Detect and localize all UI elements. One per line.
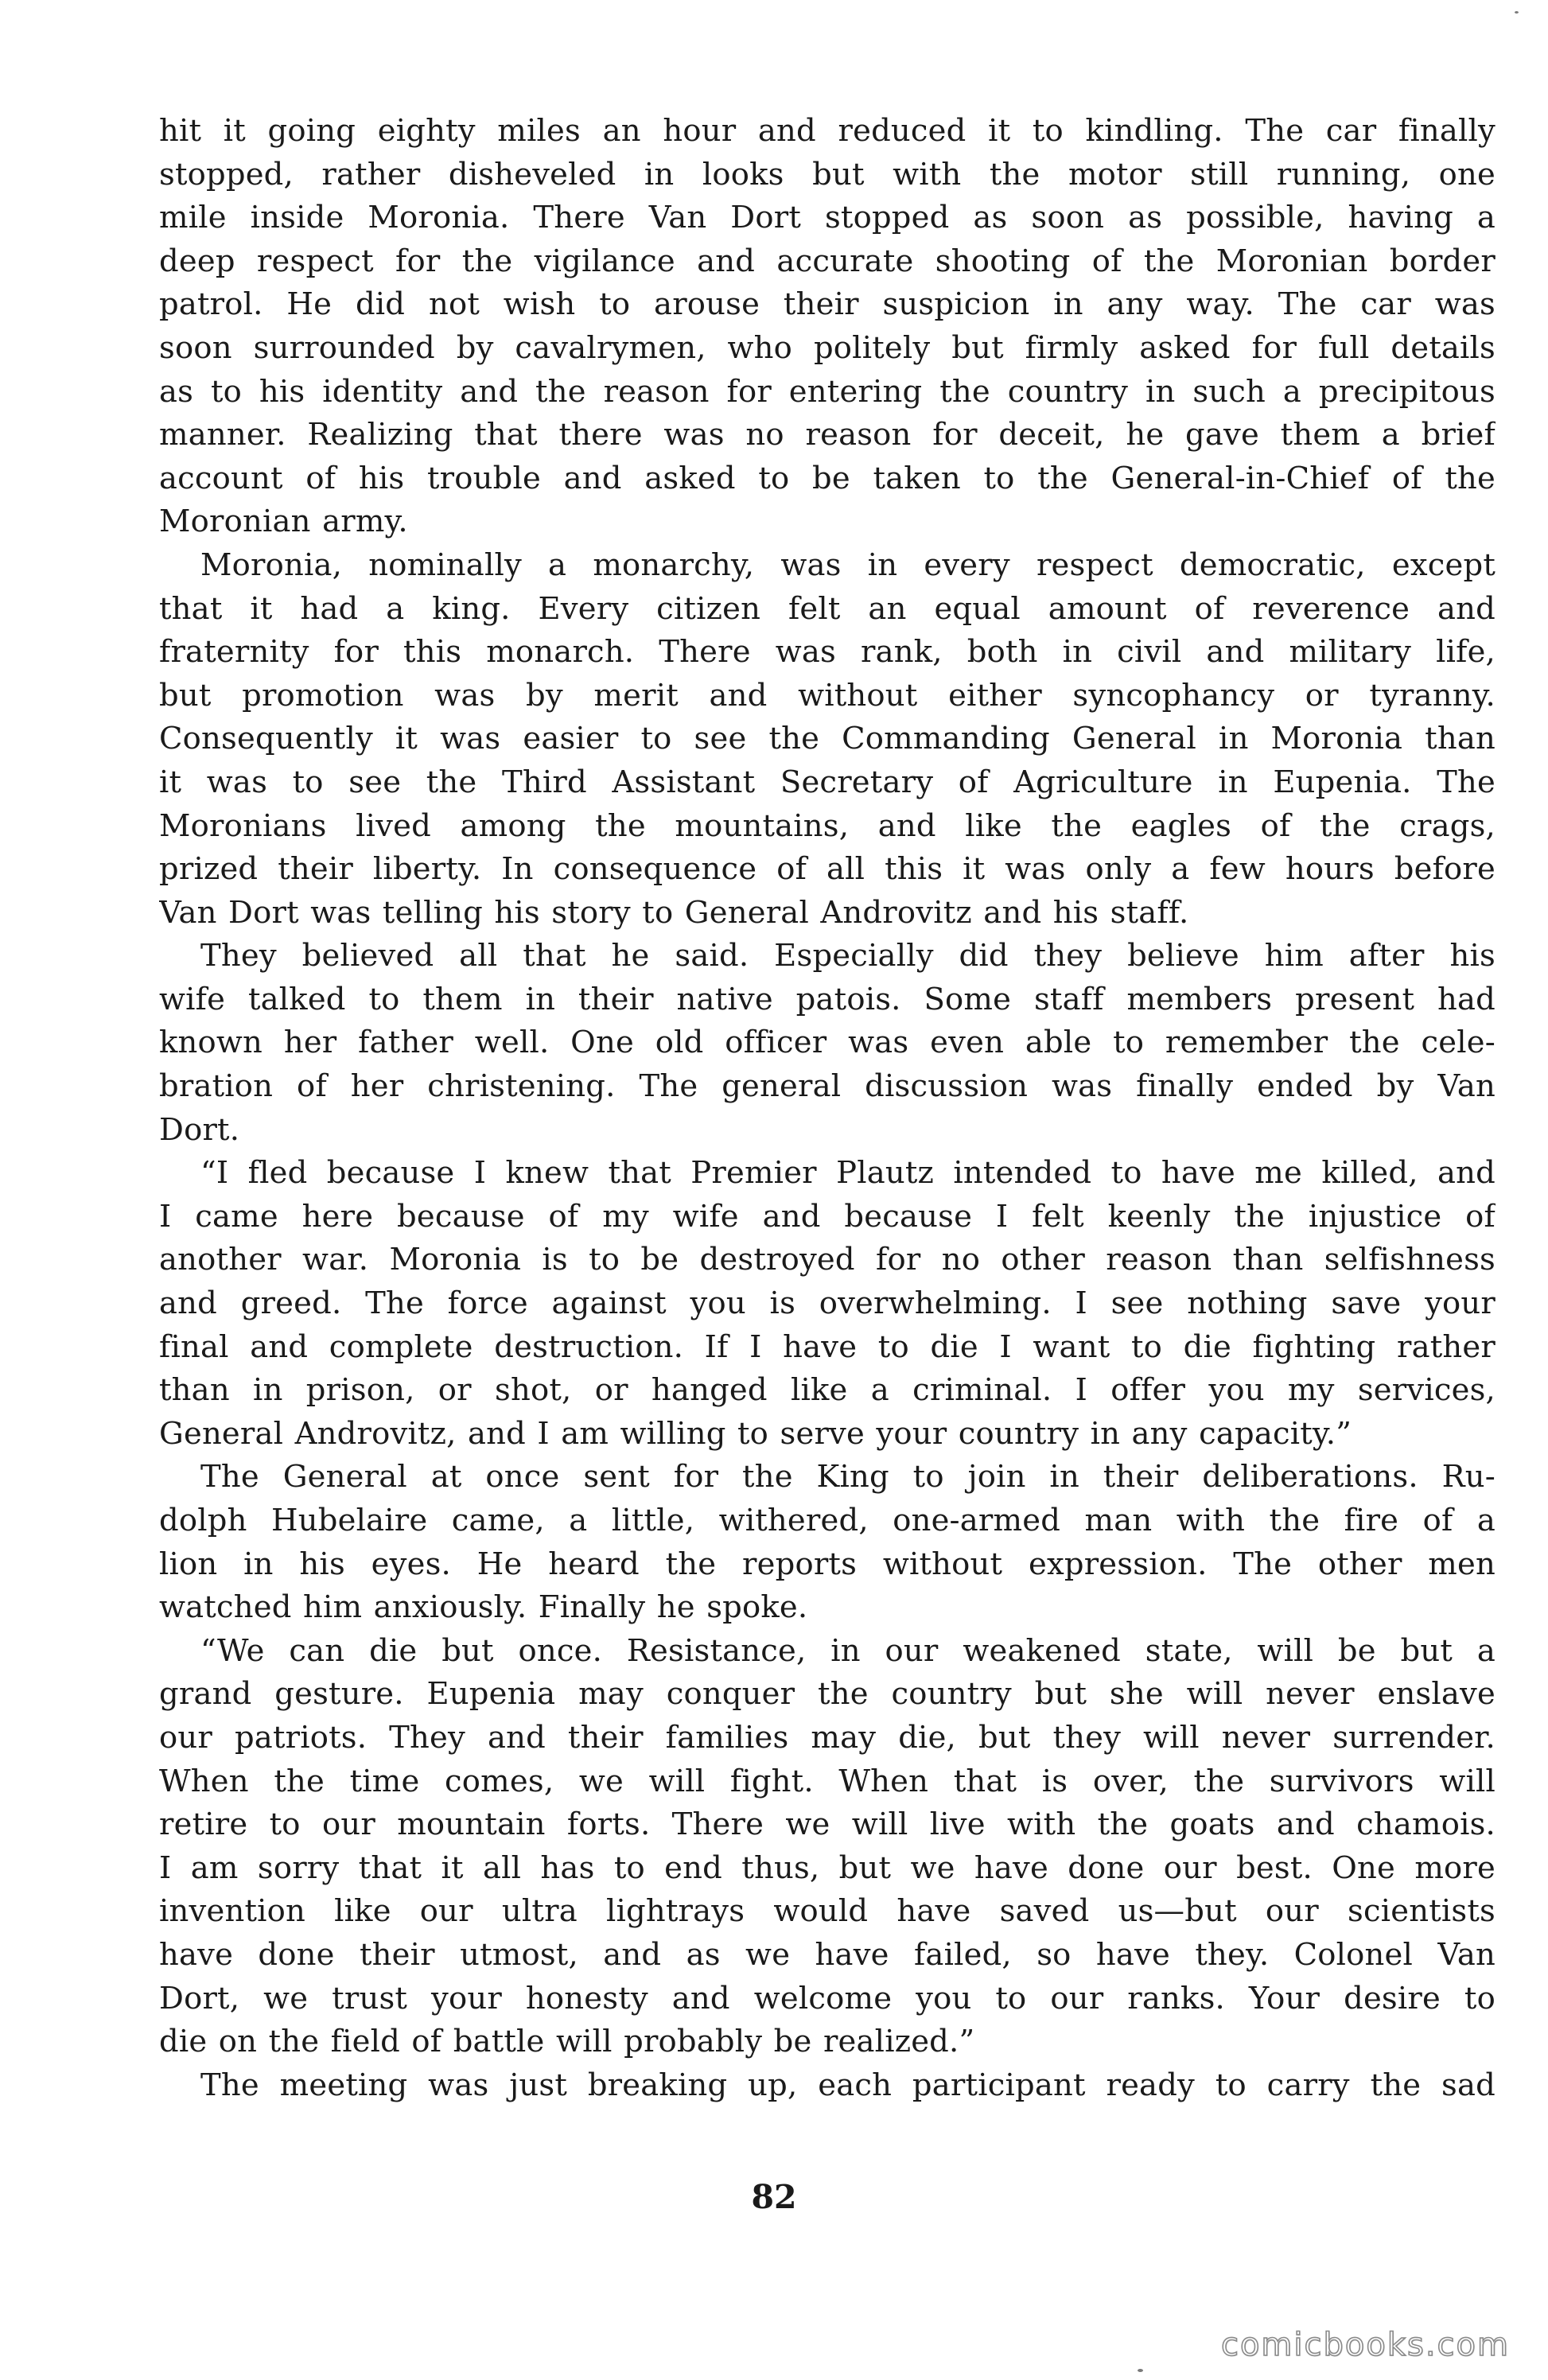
text-line: hit it going eighty miles an hour and reduced it to kindling. The car finally bbox=[159, 113, 1495, 149]
text-line: stopped, rather disheveled in looks but with the motor still running, one bbox=[159, 156, 1495, 192]
body-text bbox=[159, 110, 1495, 2107]
page-number: 82 bbox=[751, 2178, 797, 2216]
text-line: dolph Hubelaire came, a little, withered, one-armed man with the fire of a bbox=[159, 1503, 1495, 1538]
text-line: watched him anxiously. Finally he spoke. bbox=[159, 1589, 808, 1626]
text-line: our patriots. They and their families may die, but they will never surrender. bbox=[159, 1719, 1495, 1756]
text-line: bration of her christening. The general discussion was finally ended by Van bbox=[159, 1068, 1495, 1105]
text-line: Dort. bbox=[159, 1111, 240, 1148]
print-speck bbox=[1138, 2369, 1143, 2372]
text-line: known her father well. One old officer was even able to remember the cele- bbox=[159, 1025, 1495, 1061]
print-speck bbox=[1515, 11, 1519, 14]
text-line: General Androvitz, and I am willing to serve your country in any capacity.” bbox=[159, 1415, 1352, 1452]
text-line: wife talked to them in their native patois. Some staff members present had bbox=[159, 981, 1495, 1017]
text-line: I came here because of my wife and because I felt keenly the injustice of bbox=[159, 1198, 1495, 1235]
text-line: soon surrounded by cavalrymen, who politely but firmly asked for full details bbox=[159, 329, 1495, 366]
text-line: mile inside Moronia. There Van Dort stopped as soon as possible, having a bbox=[159, 200, 1495, 236]
text-line: Consequently it was easier to see the Commanding General in Moronia than bbox=[159, 721, 1495, 757]
text-line: and greed. The force against you is overwhelming. I see nothing save your bbox=[159, 1285, 1495, 1322]
paragraph-start-line: “I fled because I knew that Premier Plautz intended to have me killed, and bbox=[200, 1155, 1495, 1192]
text-line: Van Dort was telling his story to General Androvitz and his staff. bbox=[159, 894, 1189, 931]
text-line: that it had a king. Every citizen felt an equal amount of reverence and bbox=[159, 590, 1495, 627]
watermark-logo: comicbooks.com bbox=[1220, 2327, 1510, 2363]
text-line: patrol. He did not wish to arouse their suspicion in any way. The car was bbox=[159, 286, 1495, 323]
text-line: fraternity for this monarch. There was rank, both in civil and military life, bbox=[159, 634, 1495, 671]
text-line: than in prison, or shot, or hanged like a criminal. I offer you my services, bbox=[159, 1372, 1495, 1409]
text-line: invention like our ultra lightrays would have saved us—but our scientists bbox=[159, 1893, 1495, 1930]
text-line: When the time comes, we will fight. When that is over, the survivors will bbox=[159, 1763, 1495, 1799]
text-line: grand gesture. Eupenia may conquer the country but she will never enslave bbox=[159, 1676, 1495, 1713]
text-line: deep respect for the vigilance and accurate shooting of the Moronian border bbox=[159, 243, 1495, 279]
paragraph-start-line: The meeting was just breaking up, each participant ready to carry the sad bbox=[200, 2067, 1495, 2103]
text-line: have done their utmost, and as we have failed, so have they. Colonel Van bbox=[159, 1936, 1495, 1973]
text-line: retire to our mountain forts. There we will live with the goats and chamois. bbox=[159, 1806, 1495, 1843]
text-line: another war. Moronia is to be destroyed for no other reason than selfishness bbox=[159, 1242, 1495, 1278]
paragraph-start-line: They believed all that he said. Especially did they believe him after his bbox=[200, 938, 1495, 974]
paragraph-start-line: The General at once sent for the King to join in their deliberations. Ru- bbox=[200, 1459, 1495, 1495]
text-line: prized their liberty. In consequence of all this it was only a few hours before bbox=[159, 851, 1495, 888]
text-line: Dort, we trust your honesty and welcome you to our ranks. Your desire to bbox=[159, 1980, 1495, 2016]
text-line: Moronian army. bbox=[159, 504, 408, 540]
text-line: as to his identity and the reason for entering the country in such a precipitous bbox=[159, 373, 1495, 410]
text-line: Moronians lived among the mountains, and like the eagles of the crags, bbox=[159, 807, 1495, 844]
text-line: it was to see the Third Assistant Secretary of Agriculture in Eupenia. The bbox=[159, 764, 1495, 800]
paragraph-start-line: Moronia, nominally a monarchy, was in every respect democratic, except bbox=[200, 546, 1495, 583]
text-line: die on the field of battle will probably be realized.” bbox=[159, 2024, 975, 2060]
text-line: but promotion was by merit and without either syncophancy or tyranny. bbox=[159, 677, 1495, 714]
text-line: I am sorry that it all has to end thus, but we have done our best. One more bbox=[159, 1849, 1495, 1886]
paragraph-start-line: “We can die but once. Resistance, in our weakened state, will be but a bbox=[200, 1632, 1495, 1669]
text-line: lion in his eyes. He heard the reports without expression. The other men bbox=[159, 1546, 1495, 1582]
text-line: final and complete destruction. If I have to die I want to die fighting rather bbox=[159, 1328, 1495, 1365]
text-line: account of his trouble and asked to be taken to the General-in-Chief of the bbox=[159, 460, 1495, 496]
text-line: manner. Realizing that there was no reason for deceit, he gave them a brief bbox=[159, 417, 1495, 453]
